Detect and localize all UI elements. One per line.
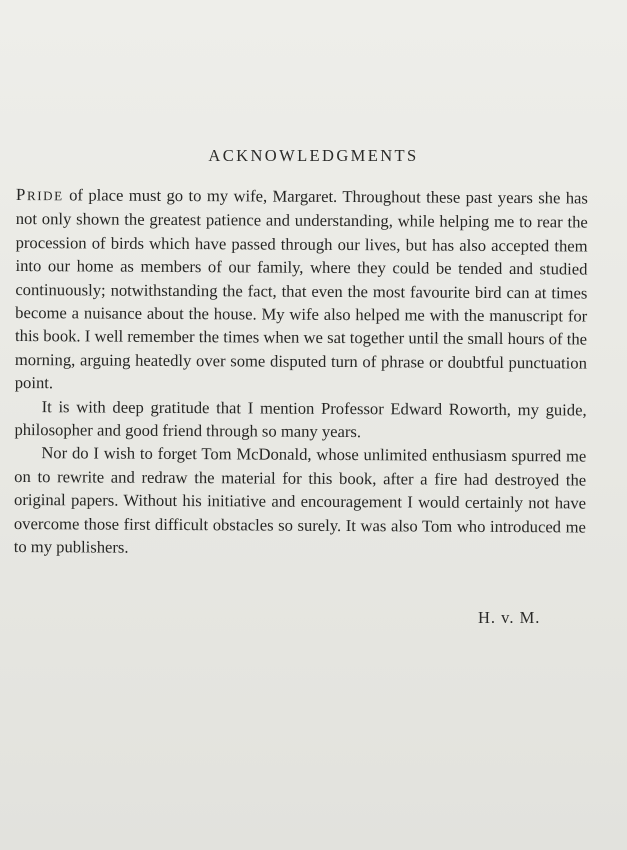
paragraph-1-text: of place must go to my wife, Margaret. Throughout these past years she has not only shown the greatest patience and understanding, while helping me to rear the procession of birds which have passed through our lives, but has also accepted them into our home as members of our family, where they could be tended and studied continuously; notwithstanding the fact, that even the most favourite bird can at times become a nuisance about the house. My wife also helped me with the manuscript for this book. I well remember the times when we sat together until the small hours of the morning, arguing heatedly over some disputed turn of phrase or doubtful punctuation point. <box>14 185 588 393</box>
paragraph-3: Nor do I wish to forget Tom McDonald, whose unlimited enthusiasm spurred me on to rewrite and redraw the material for this book, after a fire had destroyed the original papers. Without his initiative and encouragement I would certainly not have overcome those first difficult obstacles so surely. It was also Tom who introduced me to my publishers. <box>13 443 587 557</box>
drop-cap-small-caps: RIDE <box>26 188 64 204</box>
paragraph-1 <box>15 183 588 398</box>
signature-initials: H. v. M. <box>478 608 541 627</box>
paragraph-2: It is with deep gratitude that I mention Professor Edward Roworth, my guide, philosopher and good friend through so many years. <box>14 396 587 442</box>
drop-cap-initial: P <box>15 184 28 205</box>
acknowledgments-body <box>14 183 588 562</box>
drop-cap-word <box>16 185 64 204</box>
page-heading: ACKNOWLEDGMENTS <box>208 146 419 165</box>
